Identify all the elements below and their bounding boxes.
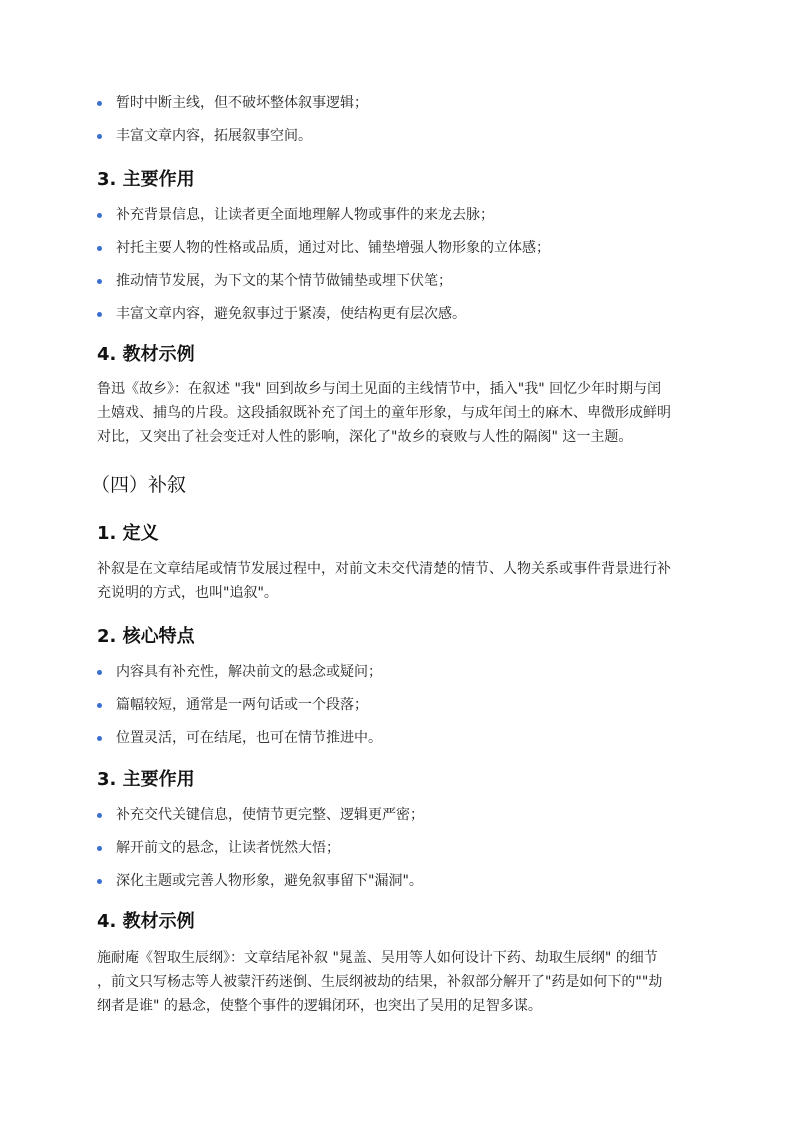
list-item: 暂时中断主线，但不破坏整体叙事逻辑；: [97, 93, 368, 113]
section-heading-definition: 1. 定义: [97, 523, 159, 544]
list-item: 丰富文章内容，拓展叙事空间。: [97, 126, 368, 146]
bullet-icon: [97, 312, 102, 317]
section-heading-roles-supp: 3. 主要作用: [97, 769, 195, 790]
list-item: 深化主题或完善人物形象，避免叙事留下"漏洞"。: [97, 871, 424, 891]
list-item: 内容具有补充性，解决前文的悬念或疑问；: [97, 662, 382, 682]
continued-list: [97, 93, 368, 159]
section-heading-traits: 2. 核心特点: [97, 626, 195, 647]
section-heading-example: 4. 教材示例: [97, 344, 195, 365]
bullet-icon: [97, 846, 102, 851]
list-item: 丰富文章内容，避免叙事过于紧凑，使结构更有层次感。: [97, 304, 550, 324]
bullet-icon: [97, 703, 102, 708]
list-item: 解开前文的悬念，让读者恍然大悟；: [97, 838, 424, 858]
list-item: 补充交代关键信息，使情节更完整、逻辑更严密；: [97, 805, 424, 825]
list-item: 篇幅较短，通常是一两句话或一个段落；: [97, 695, 382, 715]
traits-list: [97, 662, 382, 761]
bullet-icon: [97, 279, 102, 284]
section-heading-example-supp: 4. 教材示例: [97, 911, 195, 932]
bullet-icon: [97, 246, 102, 251]
roles-list-supp: [97, 805, 424, 904]
example-paragraph: 鲁迅《故乡》：在叙述 "我" 回到故乡与闰土见面的主线情节中，插入"我" 回忆少年时期与闰 土嬉戏、捕鸟的片段。这段插叙既补充了闰土的童年形象，与成年闰土的麻木、卑微形成鲜明 对比，又突出了社会变迁对人性的影响，深化了"故乡的衰败与人性的隔阂" 这一主题。: [97, 381, 671, 445]
section-heading-roles: 3. 主要作用: [97, 169, 195, 190]
bullet-icon: [97, 736, 102, 741]
list-item: 推动情节发展，为下文的某个情节做铺垫或埋下伏笔；: [97, 271, 550, 291]
bullet-icon: [97, 879, 102, 884]
bullet-icon: [97, 670, 102, 675]
bullet-icon: [97, 813, 102, 818]
example-paragraph-supp: 施耐庵《智取生辰纲》：文章结尾补叙 "晁盖、吴用等人如何设计下药、劫取生辰纲" 的细节 ，前文只写杨志等人被蒙汗药迷倒、生辰纲被劫的结果，补叙部分解开了"药是如何下的""劫 纲者是谁" 的悬念，使整个事件的逻辑闭环，也突出了吴用的足智多谋。: [97, 950, 663, 1014]
definition-paragraph: 补叙是在文章结尾或情节发展过程中，对前文未交代清楚的情节、人物关系或事件背景进行补 充说明的方式，也叫"追叙"。: [97, 561, 671, 601]
roles-list: [97, 205, 550, 337]
list-item: 位置灵活，可在结尾，也可在情节推进中。: [97, 728, 382, 748]
list-item: 衬托主要人物的性格或品质，通过对比、铺垫增强人物形象的立体感；: [97, 238, 550, 258]
bullet-icon: [97, 134, 102, 139]
chapter-heading: （四）补叙: [91, 474, 187, 496]
bullet-icon: [97, 101, 102, 106]
bullet-icon: [97, 213, 102, 218]
list-item: 补充背景信息，让读者更全面地理解人物或事件的来龙去脉；: [97, 205, 550, 225]
